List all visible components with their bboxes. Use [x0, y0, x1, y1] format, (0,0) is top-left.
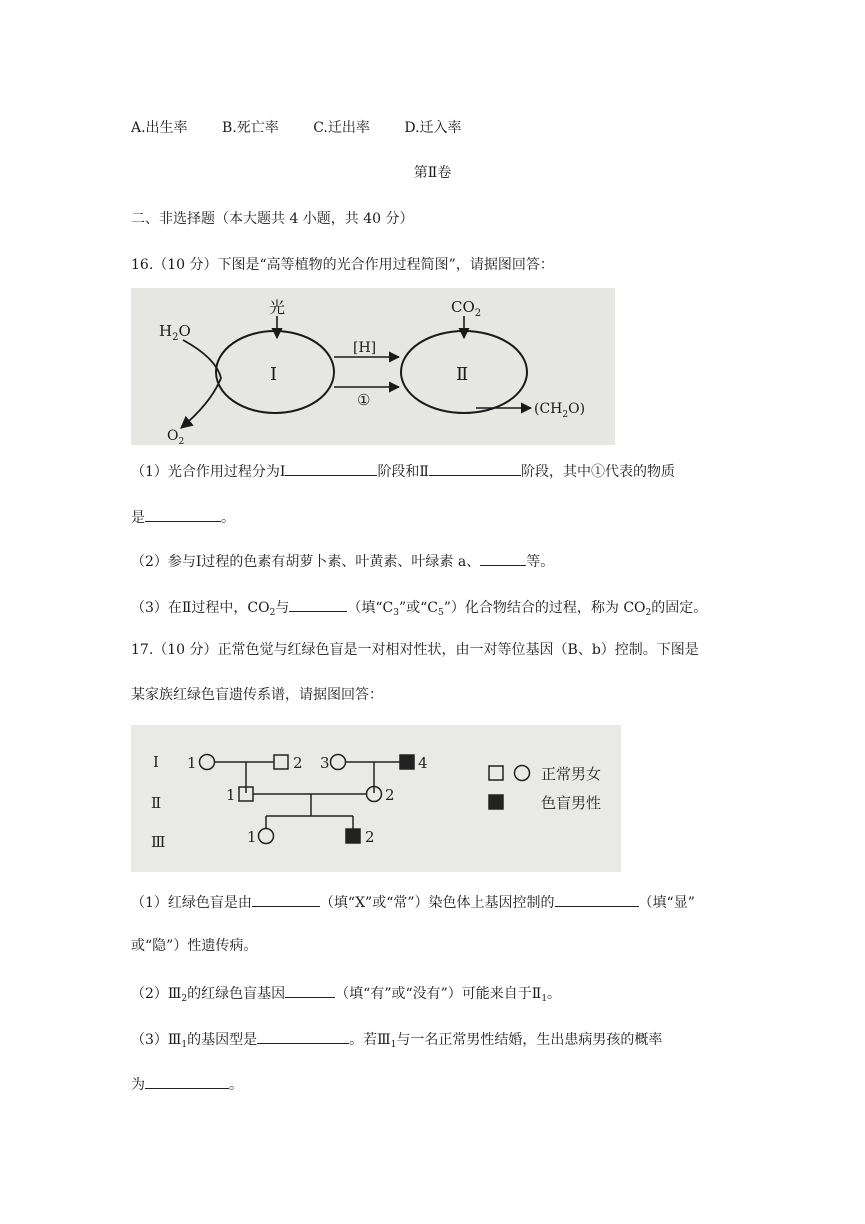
q16-p2-text-a: （2）参与Ⅰ过程的色素有胡萝卜素、叶黄素、叶绿素 a、 — [131, 554, 481, 570]
q17-blank-dominance[interactable] — [555, 891, 639, 907]
q17-p1-text-c: （填“显” — [638, 895, 695, 911]
q17-p2-sub-c: 1 — [541, 994, 548, 1004]
q16-p3-sub-e: 2 — [645, 608, 652, 618]
generation-two-label: Ⅱ — [151, 794, 162, 812]
q17-part1-line2: 或“隐”）性遗传病。 — [131, 938, 258, 954]
q17-blank-chromosome[interactable] — [252, 891, 320, 907]
option-b: B.死亡率 — [222, 120, 279, 136]
gen1-num-2: 2 — [293, 754, 303, 772]
q17-blank-probability[interactable] — [145, 1073, 229, 1089]
gen2-num-1: 1 — [226, 786, 236, 804]
q17-stem-line1: 17.（10 分）正常色觉与红绿色盲是一对相对性状，由一对等位基因（B、b）控制。下图是 — [131, 642, 699, 658]
generation-one-label: Ⅰ — [153, 753, 159, 771]
q17-p2-text-b: 的红绿色盲基因 — [187, 986, 286, 1002]
q16-p3-sub-d: 5 — [438, 608, 444, 618]
q17-p3-text-b: 的基因型是 — [187, 1032, 258, 1048]
h-label: [H] — [353, 340, 377, 356]
generation-three-label: Ⅲ — [151, 833, 166, 851]
co2-label: $CO_2$ — [451, 298, 482, 319]
q17-p1-text-b: （填“X”或“常”）染色体上基因控制的 — [319, 895, 555, 911]
q16-p3-text-a: （3）在Ⅱ过程中，CO — [131, 600, 270, 616]
q17-part3-line1 — [131, 1028, 662, 1055]
legend-normal-male-icon — [489, 766, 503, 780]
legend-normal-label: 正常男女 — [541, 765, 602, 783]
q16-p3-sub-c: 3 — [393, 608, 399, 618]
q16-p3-text-b: 与 — [275, 600, 290, 616]
circle-one-label: ① — [357, 391, 371, 409]
q16-p3-text-d: ”或“C — [398, 600, 438, 616]
option-c: C.迁出率 — [313, 120, 370, 136]
legend-affected-male-icon — [489, 795, 503, 809]
gen2-num-2: 2 — [385, 786, 395, 804]
q17-p3-sub-a: 1 — [181, 1040, 188, 1050]
product-label: $(CH_2O)$ — [534, 401, 586, 420]
q17-p2-sub-a: 2 — [181, 994, 188, 1004]
q17-part3-line2 — [131, 1073, 243, 1095]
q16-part3 — [131, 596, 707, 623]
option-a: A.出生率 — [131, 120, 188, 136]
q17-p2-text-d: 。 — [547, 986, 562, 1002]
light-label: 光 — [269, 298, 286, 317]
iii2-male-affected — [346, 829, 360, 843]
q17-p3-text-a: （3）Ⅲ — [131, 1032, 182, 1048]
q17-p3-text-d: 与一名正常男性结婚，生出患病男孩的概率 — [396, 1032, 663, 1048]
q16-blank-pigment[interactable] — [480, 550, 526, 566]
volume-title: 第Ⅱ卷 — [413, 165, 452, 181]
q16-blank-stage1[interactable] — [285, 460, 377, 476]
stage-two-label: Ⅱ — [456, 364, 469, 385]
i1-female-normal — [200, 755, 215, 770]
q17-part1-line1 — [131, 891, 695, 913]
q16-blank-substance[interactable] — [145, 506, 221, 522]
q16-blank-stage2[interactable] — [429, 460, 521, 476]
i3-female-normal — [331, 755, 346, 770]
q17-blank-genotype[interactable] — [257, 1028, 349, 1044]
q16-p3-sub-a: 2 — [269, 608, 276, 618]
gen1-num-1: 1 — [187, 754, 197, 772]
section-title: 二、非选择题（本大题共 4 小题，共 40 分） — [131, 211, 414, 227]
q16-stem: 16.（10 分）下图是“高等植物的光合作用过程简图”，请据图回答： — [131, 257, 554, 273]
q16-part1-line2 — [131, 506, 235, 528]
q17-p1-text-a: （1）红绿色盲是由 — [131, 895, 252, 911]
q17-p2-text-c: （填“有”或“没有”）可能来自于Ⅱ — [335, 986, 542, 1002]
q16-blank-compound[interactable] — [289, 596, 347, 612]
q16-p1-text-d: 是 — [131, 510, 145, 526]
q16-p1-text-c: 阶段，其中①代表的物质 — [520, 464, 675, 480]
options-line — [131, 118, 492, 138]
oxygen-label: $O_2$ — [167, 428, 185, 445]
q16-part1-line1 — [131, 460, 675, 482]
water-curve — [181, 340, 221, 428]
q16-part2 — [131, 550, 554, 572]
iii1-female-normal — [259, 829, 274, 844]
q16-p3-text-e: ”）化合物结合的过程，称为 CO — [443, 600, 646, 616]
photosynthesis-figure — [131, 288, 615, 445]
q17-p2-text-a: （2）Ⅲ — [131, 986, 182, 1002]
q17-blank-origin[interactable] — [285, 982, 335, 998]
gen1-num-4: 4 — [418, 754, 428, 772]
q16-p1-text-e: 。 — [221, 510, 235, 526]
gen1-num-3: 3 — [320, 754, 330, 772]
q16-p3-text-c: （填“C — [347, 600, 394, 616]
q17-p3-text-e: 为 — [131, 1077, 145, 1093]
i4-male-affected — [400, 755, 414, 769]
stage-one-label: Ⅰ — [270, 364, 278, 385]
q16-p1-text-b: 阶段和Ⅱ — [377, 464, 429, 480]
water-label: $H_2O$ — [159, 322, 191, 343]
i2-male-normal — [274, 755, 288, 769]
q17-p3-text-c: 。若Ⅲ — [349, 1032, 391, 1048]
legend-affected-label: 色盲男性 — [541, 794, 602, 812]
legend-normal-female-icon — [515, 766, 530, 781]
q17-p3-text-f: 。 — [229, 1077, 243, 1093]
q17-part2 — [131, 982, 561, 1009]
q17-stem-line2: 某家族红绿色盲遗传系谱，请据图回答： — [131, 687, 383, 703]
q16-p1-text-a: （1）光合作用过程分为Ⅰ — [131, 464, 286, 480]
q17-p3-sub-c: 1 — [390, 1040, 397, 1050]
option-d: D.迁入率 — [404, 120, 462, 136]
q16-p2-text-b: 等。 — [526, 554, 555, 570]
gen3-num-1: 1 — [247, 828, 257, 846]
gen3-num-2: 2 — [365, 828, 375, 846]
pedigree-figure — [131, 725, 621, 872]
q16-p3-text-f: 的固定。 — [651, 600, 708, 616]
